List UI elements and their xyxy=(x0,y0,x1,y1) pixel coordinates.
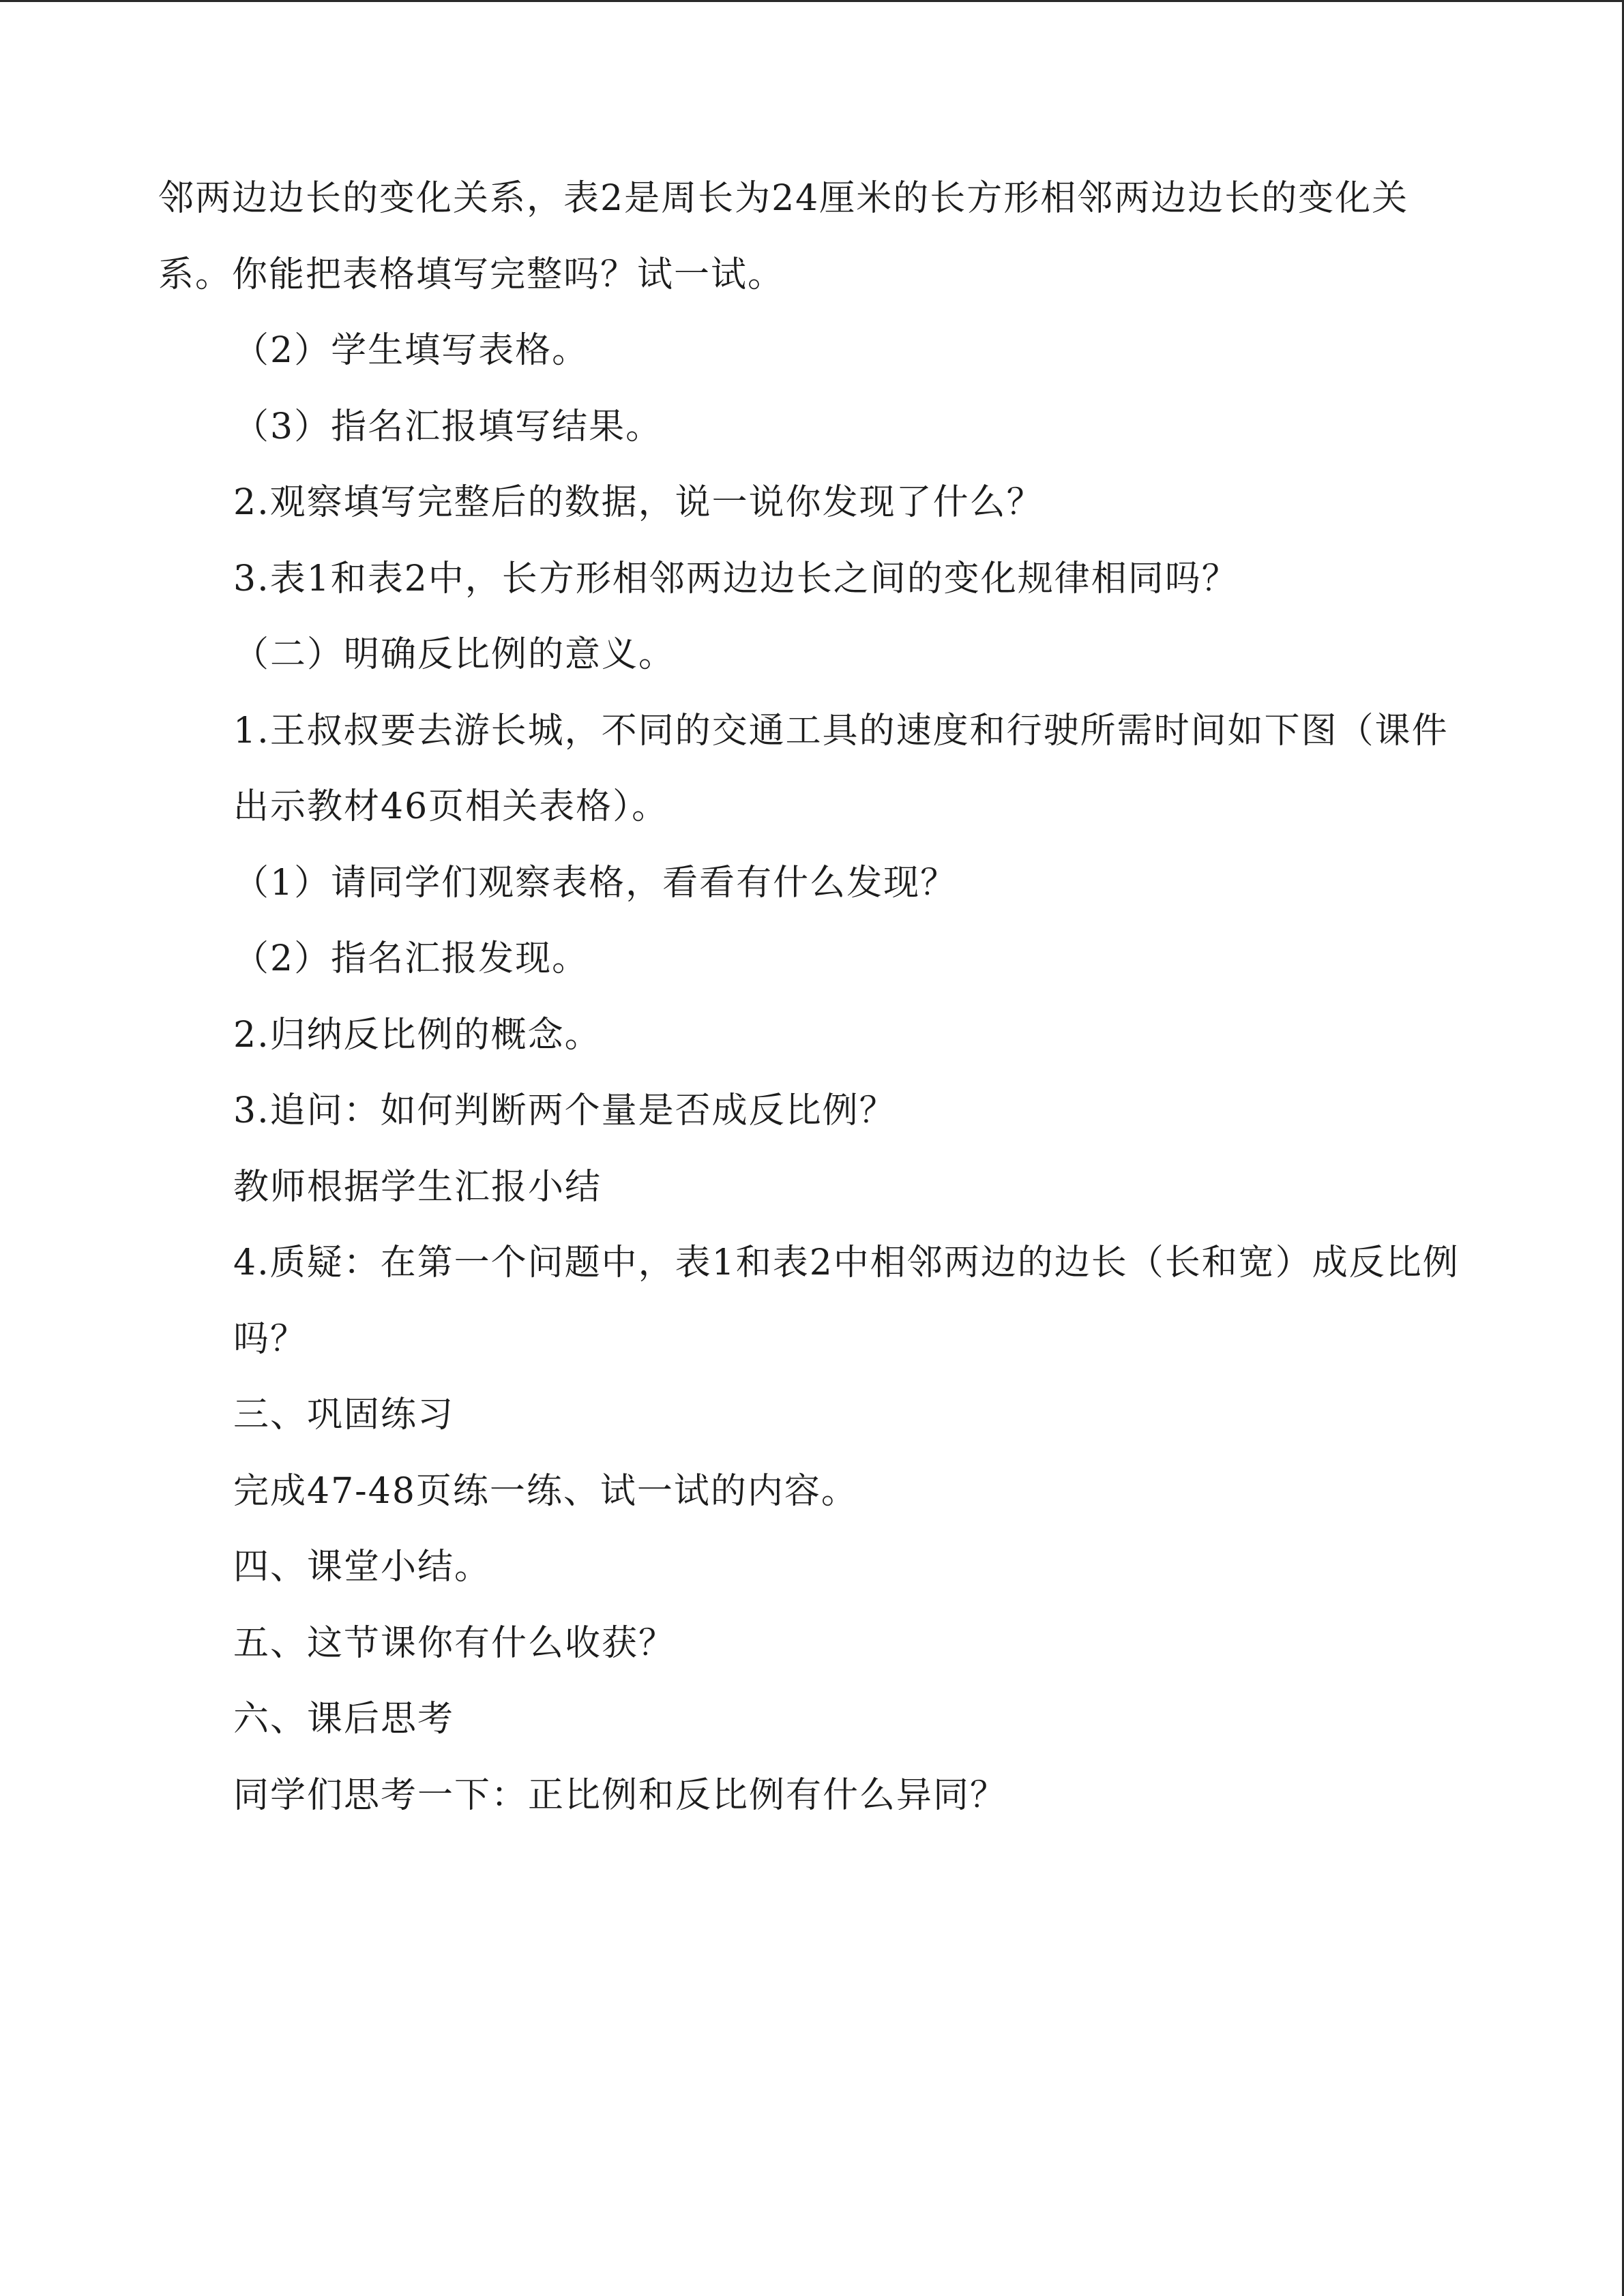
paragraph-teacher-summary: 教师根据学生汇报小结 xyxy=(233,1166,602,1208)
paragraph-compare-tables: 3.表1和表2中，长方形相邻两边边长之间的变化规律相同吗？ xyxy=(233,558,1239,599)
paragraph-practice-pages: 完成47-48页练一练、试一试的内容。 xyxy=(233,1470,858,1512)
document-body xyxy=(158,161,1468,1834)
section-heading-takeaways: 五、这节课你有什么收获？ xyxy=(233,1622,676,1664)
paragraph-follow-up-question: 3.追问：如何判断两个量是否成反比例？ xyxy=(233,1090,896,1131)
paragraph-observe-data: 2.观察填写完整后的数据，说一说你发现了什么？ xyxy=(233,482,1044,523)
section-heading-practice: 三、巩固练习 xyxy=(233,1395,455,1435)
paragraph-question-challenge: 4.质疑：在第一个问题中，表1和表2中相邻两边的边长（长和宽）成反比例吗？ xyxy=(233,1242,1460,1360)
paragraph-observe-table: （1）请同学们观察表格，看看有什么发现？ xyxy=(233,862,958,904)
section-heading-inverse-proportion: （二）明确反比例的意义。 xyxy=(233,634,676,675)
paragraph-concept-summary: 2.归纳反比例的概念。 xyxy=(233,1014,602,1056)
paragraph-step-3-report: （3）指名汇报填写结果。 xyxy=(233,406,663,447)
section-heading-class-summary: 四、课堂小结。 xyxy=(233,1547,492,1587)
paragraph-great-wall-example: 1.王叔叔要去游长城，不同的交通工具的速度和行驶所需时间如下图（课件出示教材46页相关表格）。 xyxy=(233,710,1449,827)
paragraph-reflection-question: 同学们思考一下：正比例和反比例有什么异同？ xyxy=(233,1774,1007,1816)
paragraph-continuation: 邻两边边长的变化关系，表2是周长为24厘米的长方形相邻两边边长的变化关系。你能把表格填写完整吗？试一试。 xyxy=(158,178,1409,295)
page-top-border xyxy=(0,0,1624,2)
section-heading-reflection: 六、课后思考 xyxy=(233,1699,455,1740)
paragraph-report-findings: （2）指名汇报发现。 xyxy=(233,938,589,979)
paragraph-step-2-fill-table: （2）学生填写表格。 xyxy=(233,330,589,371)
